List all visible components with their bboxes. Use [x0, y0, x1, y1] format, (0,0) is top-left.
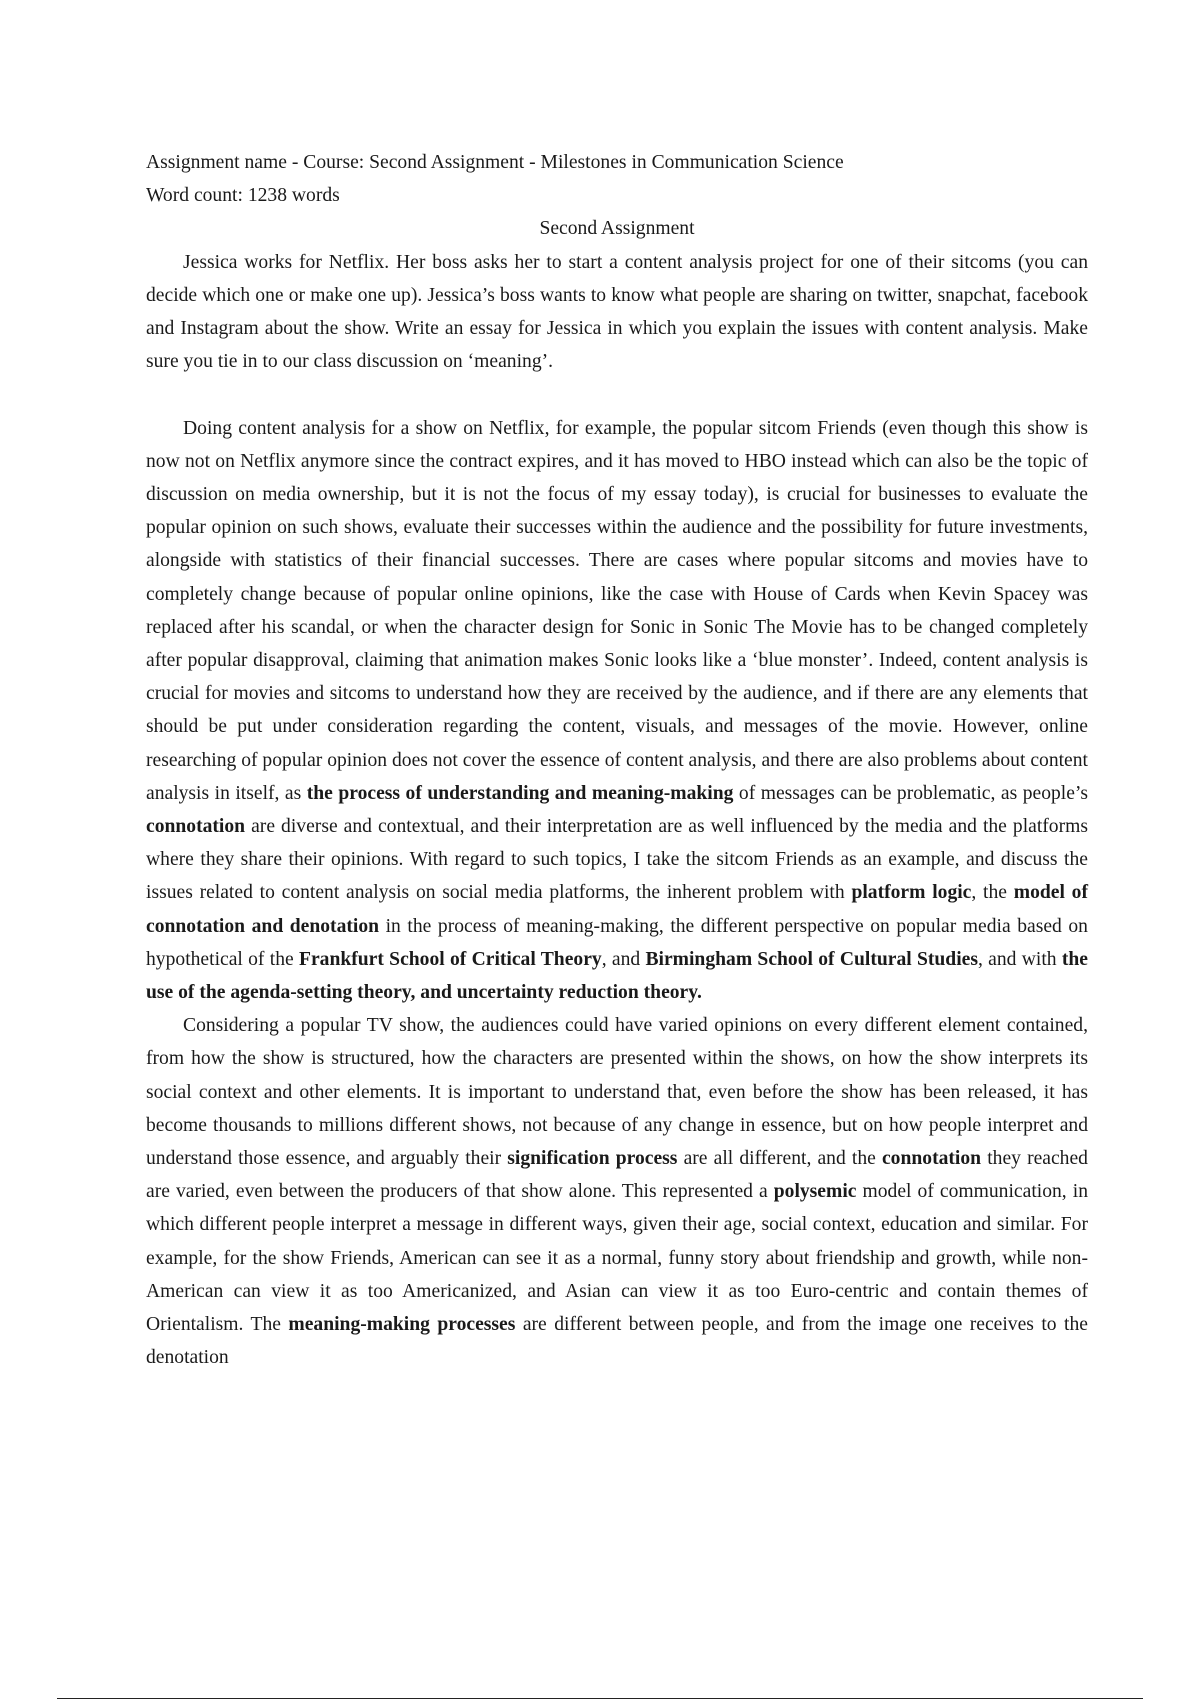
text-run: of messages can be problematic, as people’s	[733, 782, 1088, 804]
text-run: are all different, and the	[677, 1148, 882, 1170]
bold-term: Birmingham School of Cultural Studies	[645, 948, 978, 970]
text-run: , and	[601, 948, 646, 970]
bold-term: model of connotation and denotation	[146, 882, 1088, 937]
text-run: , the	[971, 882, 1014, 904]
body-paragraph-2	[146, 1009, 1088, 1374]
text-run: in the process of meaning-making, the different perspective on popular media based on hypothetical of the	[146, 915, 1088, 970]
page-bottom-rule	[57, 1698, 1143, 1699]
assignment-prompt: Jessica works for Netflix. Her boss asks her to start a content analysis project for one of their sitcoms (you can decide which one or make one up). Jessica’s boss wants to know what people are sharing on twitter, snapchat, facebook and Instagram about the show. Write an essay for Jessica in which you explain the issues with content analysis. Make sure you tie in to our class discussion on ‘meaning’.	[146, 251, 1088, 373]
bold-term: signification process	[507, 1148, 678, 1170]
bold-term: connotation	[881, 1148, 982, 1170]
text-run: they reached are varied, even between the producers of that show alone. This represented a	[146, 1148, 1088, 1203]
bold-term: polysemic	[773, 1181, 857, 1203]
bold-term: the use of the agenda-setting theory, and uncertainty reduction theory.	[146, 948, 1088, 1004]
bold-term: the process of understanding and meaning-making	[306, 782, 734, 804]
text-run: Doing content analysis for a show on Netflix, for example, the popular sitcom Friends (even though this show is now not on Netflix anymore since the contract expires, and it has moved to HBO instead which can also be the topic of discussion on media ownership, but it is not the focus of my essay today), is crucial for businesses to evaluate the popular opinion on such shows, evaluate their successes within the audience and the possibility for future investments, alongside with statistics of their financial successes. There are cases where popular sitcoms and movies have to completely change because of popular online opinions, like the case with House of Cards when Kevin Spacey was replaced after his scandal, or when the character design for Sonic in Sonic The Movie has to be changed completely after popular disapproval, claiming that animation makes Sonic looks like a ‘blue monster’. Indeed, content analysis is crucial for movies and sitcoms to understand how they are received by the audience, and if there are any elements that should be put under consideration regarding the content, visuals, and messages of the movie. However, online researching of popular opinion does not cover the essence of content analysis, and there are also problems about content analysis in itself, as	[146, 417, 1088, 804]
bold-term: meaning-making processes	[288, 1314, 516, 1336]
text-run: , and with	[977, 948, 1062, 970]
text-run: Considering a popular TV show, the audiences could have varied opinions on every different element contained, from how the show is structured, how the characters are presented within the shows, on how the show interprets its social context and other elements. It is important to understand that, even before the show has been released, it has become thousands to millions different shows, not because of any change in essence, but on how people interpret and understand those essence, and arguably their	[146, 1015, 1088, 1170]
bold-term: Frankfurt School of Critical Theory	[298, 948, 602, 970]
bold-term: connotation	[146, 816, 246, 838]
text-run: model of communication, in which different people interpret a message in different ways, given their age, social context, education and similar. For example, for the show Friends, American can see it as a normal, funny story about friendship and growth, while non-American can view it as too Americanized, and Asian can view it as too Euro-centric and contain themes of Orientalism. The	[146, 1181, 1088, 1336]
word-count-line: Word count: 1238 words	[146, 185, 340, 207]
text-run: are diverse and contextual, and their interpretation are as well influenced by the media and the platforms where they share their opinions. With regard to such topics, I take the sitcom Friends as an example, and discuss the issues related to content analysis on social media platforms, the inherent problem with	[146, 816, 1088, 904]
text-run: are different between people, and from the image one receives to the denotation	[146, 1314, 1088, 1369]
paragraph-spacer	[146, 378, 1088, 411]
assignment-name-line: Assignment name - Course: Second Assignment - Milestones in Communication Science	[146, 152, 844, 173]
document-title: Second Assignment	[539, 218, 695, 240]
bold-term: platform logic	[851, 882, 972, 904]
body-paragraph-1	[146, 412, 1088, 1010]
document-page	[146, 146, 1088, 1375]
